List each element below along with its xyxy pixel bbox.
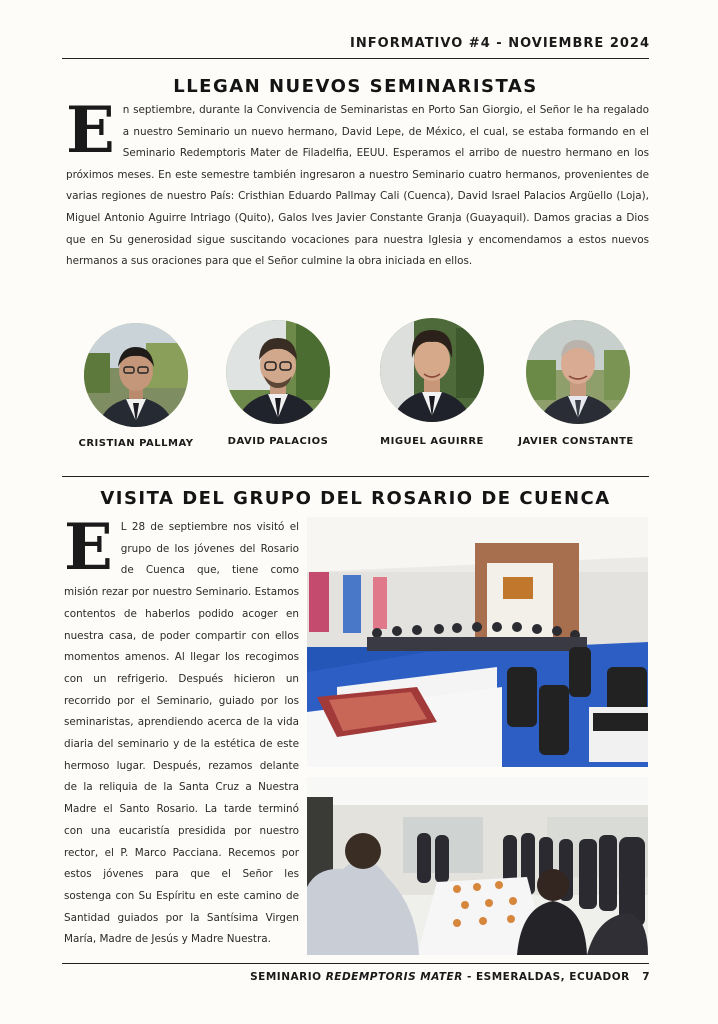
portrait-javier-constante	[526, 320, 630, 424]
portrait-caption-2: DAVID PALACIOS	[227, 436, 329, 447]
section2-text: L 28 de septiembre nos visitó el grupo de los jóvenes del Rosario de Cuenca que, tiene como misión rezar por nuestro Seminario. Estamos contentos de haberlos podido acoger en nuestra casa, de poder compartir con ellos momentos amenos. Al llegar los recogimos con un refrigerio. Después hicieron un recorrido por el Seminario, guiado por los seminaristas, aprendiendo acerca de la vida diaria del seminario y de la estética de este hermoso lugar. Después, rezamos delante de la reliquia de la Santa Cruz a Nuestra Madre el Santo Rosario. La tarde terminó con una eucaristía presidida por nuestro rector, el P. Marco Pacciana. Recemos por estos jóvenes para que el Señor les sostenga con Su Espíritu en este camino de Santidad guiados por la Santísima Virgen María, Madre de Jesús y Madre Nuestra.	[64, 521, 299, 946]
footer-prefix: SEMINARIO	[250, 971, 326, 983]
section2-paragraph	[64, 510, 299, 951]
portrait-david-palacios	[226, 320, 330, 424]
page-number: 7	[642, 971, 650, 983]
section1-paragraph	[66, 93, 649, 273]
issue-header: INFORMATIVO #4 - NOVIEMBRE 2024	[350, 36, 650, 51]
section1-title: LLEGAN NUEVOS SEMINARISTAS	[173, 76, 538, 97]
footer-suffix: - ESMERALDAS, ECUADOR	[462, 971, 630, 983]
footer-rule	[62, 963, 649, 964]
footer	[250, 971, 650, 983]
footer-italic: REDEMPTORIS MATER	[325, 971, 463, 983]
reception-photo	[307, 777, 648, 955]
portrait-caption-4: JAVIER CONSTANTE	[518, 436, 634, 447]
section2-dropcap: E	[64, 510, 113, 585]
section1-dropcap: E	[66, 93, 115, 168]
chapel-photo	[307, 517, 648, 767]
section1-text: n septiembre, durante la Convivencia de Seminaristas en Porto San Giorgio, el Señor le ha regalado a nuestro Seminario un nuevo hermano, David Lepe, de México, el cual, se estaba formando en el Seminario Redemptoris Mater de Filadelfia, EEUU. Esperamos el arribo de nuestro hermano en los próximos meses. En este semestre también ingresaron a nuestro Seminario cuatro hermanos, provenientes de varias regiones de nuestro País: Cristhian Eduardo Pallmay Cali (Cuenca), David Israel Palacios Argüello (Loja), Miguel Antonio Aguirre Intriago (Quito), Galos Ives Javier Constante Granja (Guayaquil). Damos gracias a Dios que en Su generosidad sigue suscitando vocaciones para nuestra Iglesia y encomendamos a estos nuevos hermanos a sus oraciones para que el Señor culmine la obra iniciada en ellos.	[66, 104, 649, 268]
section2-title: VISITA DEL GRUPO DEL ROSARIO DE CUENCA	[100, 488, 611, 509]
portrait-caption-1: CRISTIAN PALLMAY	[78, 438, 194, 449]
header-rule	[62, 58, 649, 59]
section-divider	[62, 476, 649, 477]
portrait-miguel-aguirre	[380, 318, 484, 422]
portrait-cristian-pallmay	[84, 323, 188, 427]
portrait-caption-3: MIGUEL AGUIRRE	[380, 436, 484, 447]
